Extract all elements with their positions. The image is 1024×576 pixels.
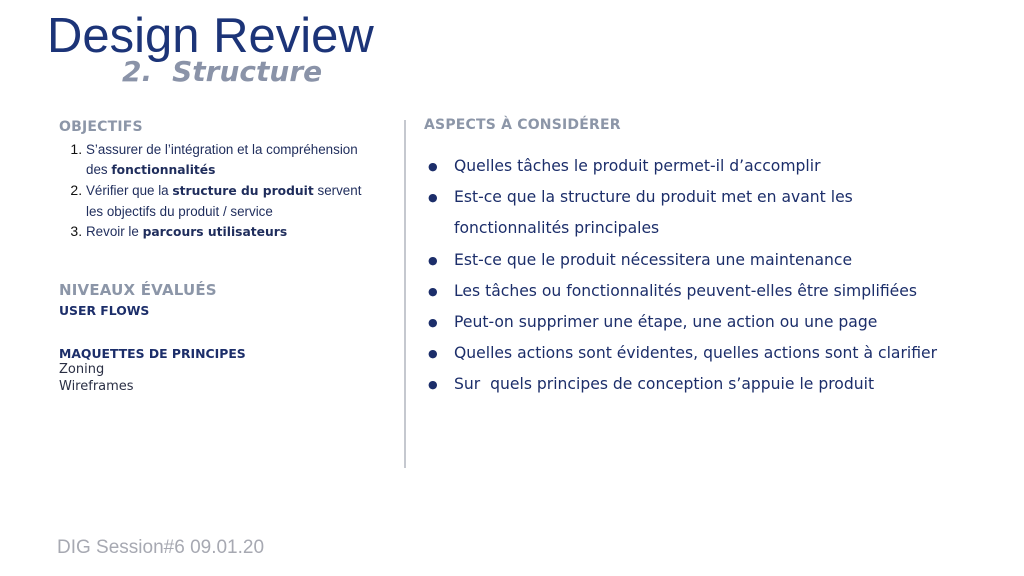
bullet-icon: ● (428, 191, 438, 205)
objective-item: 2. Vérifier que la structure du produit servent les objectifs du produit / service (86, 181, 366, 221)
zoning-label: Zoning (59, 362, 105, 377)
user-flows-label: USER FLOWS (59, 303, 150, 318)
levels-heading: NIVEAUX ÉVALUÉS (59, 281, 217, 299)
subtitle-text: Structure (172, 55, 323, 88)
aspects-list (428, 151, 1008, 401)
slide-title: Design Review (47, 9, 374, 63)
bullet-icon: ● (428, 284, 438, 298)
bullet-icon: ● (428, 253, 438, 267)
wireframes-label: Wireframes (59, 379, 134, 394)
aspect-item: ● Sur quels principes de conception s’appuie le produit (428, 369, 1008, 400)
objective-item: 1. S’assurer de l’intégration et la compréhension des fonctionnalités (86, 140, 366, 180)
aspects-heading: ASPECTS À CONSIDÉRER (424, 117, 621, 133)
aspect-item: ● Peut-on supprimer une étape, une action ou une page (428, 307, 1008, 338)
objectives-list (64, 140, 366, 244)
bullet-icon: ● (428, 378, 438, 392)
aspect-item: ● Est-ce que la structure du produit met en avant les fonctionnalités principales (428, 182, 914, 244)
bullet-icon: ● (428, 316, 438, 330)
maquettes-label: MAQUETTES DE PRINCIPES (59, 346, 246, 361)
aspect-item: ● Est-ce que le produit nécessitera une maintenance (428, 245, 1008, 276)
footer-session: DIG Session#6 09.01.20 (57, 537, 265, 558)
column-divider (404, 120, 406, 468)
aspect-item: ● Les tâches ou fonctionnalités peuvent-elles être simplifiées (428, 276, 1008, 307)
subtitle-number: 2. (122, 55, 153, 88)
objective-item: 3. Revoir le parcours utilisateurs (86, 222, 366, 243)
slide-subtitle (122, 55, 323, 88)
bullet-icon: ● (428, 160, 438, 173)
aspect-item: ● Quelles actions sont évidentes, quelles actions sont à clarifier (428, 338, 1008, 369)
bullet-icon: ● (428, 347, 438, 361)
aspect-item: ● Quelles tâches le produit permet-il d’accomplir (428, 151, 1008, 182)
objectives-heading: OBJECTIFS (59, 119, 143, 135)
